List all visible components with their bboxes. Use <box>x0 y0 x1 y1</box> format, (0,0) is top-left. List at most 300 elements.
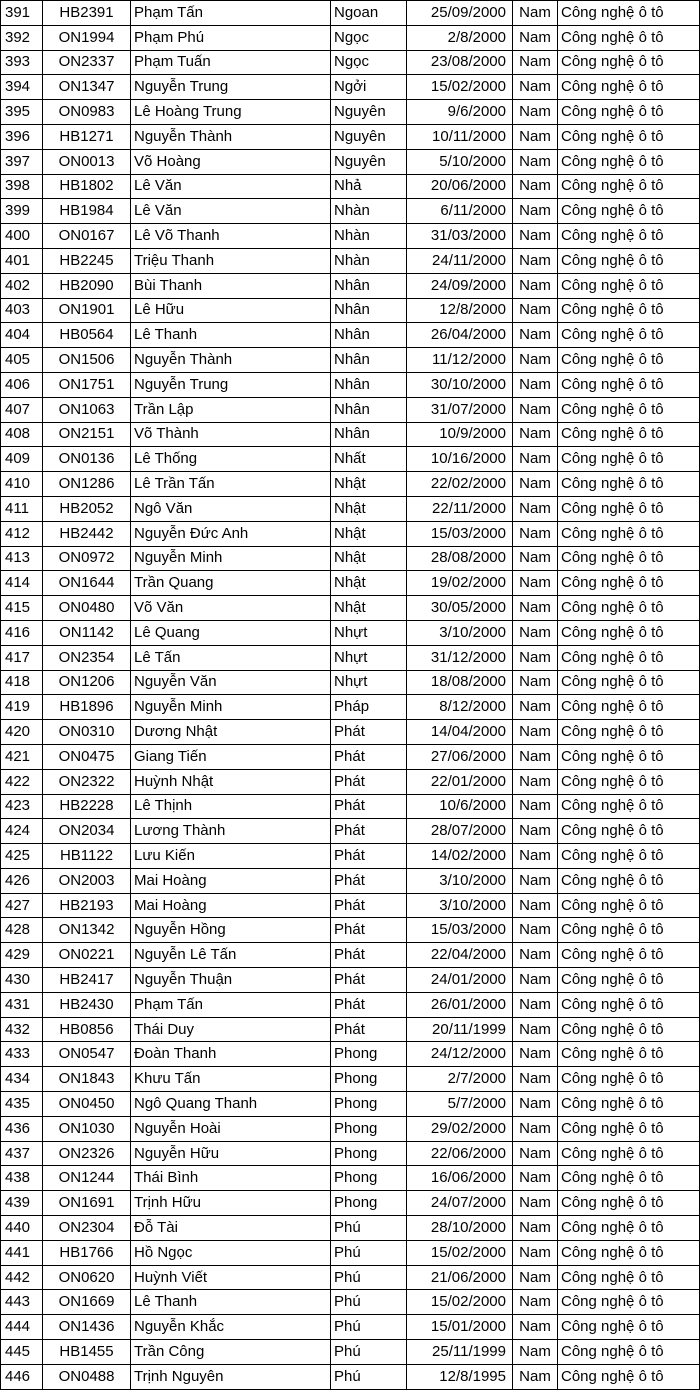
date-of-birth-cell: 14/04/2000 <box>407 720 513 745</box>
student-id-cell: ON2034 <box>43 819 131 844</box>
table-row <box>1 620 700 645</box>
student-id-cell: HB2417 <box>43 968 131 993</box>
major-cell: Công nghệ ô tô <box>558 1116 700 1141</box>
row-number-cell: 440 <box>1 1216 43 1241</box>
date-of-birth-cell: 15/02/2000 <box>407 1240 513 1265</box>
student-id-cell: ON2337 <box>43 50 131 75</box>
first-name-cell: Phát <box>331 844 407 869</box>
major-cell: Công nghệ ô tô <box>558 1265 700 1290</box>
major-cell: Công nghệ ô tô <box>558 298 700 323</box>
gender-cell: Nam <box>513 893 558 918</box>
date-of-birth-cell: 20/11/1999 <box>407 1017 513 1042</box>
first-name-cell: Nhàn <box>331 248 407 273</box>
student-id-cell: HB1455 <box>43 1340 131 1365</box>
table-row <box>1 273 700 298</box>
table-row <box>1 819 700 844</box>
date-of-birth-cell: 15/02/2000 <box>407 75 513 100</box>
major-cell: Công nghệ ô tô <box>558 769 700 794</box>
last-middle-name-cell: Nguyễn Thuận <box>131 968 331 993</box>
table-row <box>1 124 700 149</box>
student-id-cell: ON0475 <box>43 744 131 769</box>
row-number-cell: 445 <box>1 1340 43 1365</box>
table-row <box>1 521 700 546</box>
last-middle-name-cell: Hồ Ngọc <box>131 1240 331 1265</box>
gender-cell: Nam <box>513 744 558 769</box>
gender-cell: Nam <box>513 1290 558 1315</box>
table-row <box>1 1216 700 1241</box>
table-row <box>1 769 700 794</box>
gender-cell: Nam <box>513 1166 558 1191</box>
major-cell: Công nghệ ô tô <box>558 546 700 571</box>
row-number-cell: 437 <box>1 1141 43 1166</box>
table-row <box>1 496 700 521</box>
last-middle-name-cell: Lê Thanh <box>131 323 331 348</box>
row-number-cell: 422 <box>1 769 43 794</box>
last-middle-name-cell: Võ Văn <box>131 596 331 621</box>
major-cell: Công nghệ ô tô <box>558 149 700 174</box>
student-id-cell: ON0013 <box>43 149 131 174</box>
table-row <box>1 546 700 571</box>
row-number-cell: 444 <box>1 1315 43 1340</box>
major-cell: Công nghệ ô tô <box>558 124 700 149</box>
student-id-cell: ON1751 <box>43 372 131 397</box>
major-cell: Công nghệ ô tô <box>558 422 700 447</box>
major-cell: Công nghệ ô tô <box>558 844 700 869</box>
last-middle-name-cell: Nguyễn Thành <box>131 124 331 149</box>
student-id-cell: HB1896 <box>43 695 131 720</box>
gender-cell: Nam <box>513 496 558 521</box>
major-cell: Công nghệ ô tô <box>558 1017 700 1042</box>
gender-cell: Nam <box>513 992 558 1017</box>
table-row <box>1 968 700 993</box>
major-cell: Công nghệ ô tô <box>558 397 700 422</box>
first-name-cell: Phú <box>331 1364 407 1389</box>
major-cell: Công nghệ ô tô <box>558 1216 700 1241</box>
gender-cell: Nam <box>513 199 558 224</box>
student-id-cell: ON0547 <box>43 1042 131 1067</box>
major-cell: Công nghệ ô tô <box>558 521 700 546</box>
row-number-cell: 416 <box>1 620 43 645</box>
date-of-birth-cell: 22/06/2000 <box>407 1141 513 1166</box>
row-number-cell: 441 <box>1 1240 43 1265</box>
row-number-cell: 430 <box>1 968 43 993</box>
first-name-cell: Nhàn <box>331 224 407 249</box>
table-row <box>1 75 700 100</box>
row-number-cell: 405 <box>1 348 43 373</box>
gender-cell: Nam <box>513 472 558 497</box>
major-cell: Công nghệ ô tô <box>558 819 700 844</box>
row-number-cell: 403 <box>1 298 43 323</box>
last-middle-name-cell: Phạm Phú <box>131 25 331 50</box>
first-name-cell: Nhật <box>331 472 407 497</box>
date-of-birth-cell: 3/10/2000 <box>407 620 513 645</box>
row-number-cell: 419 <box>1 695 43 720</box>
row-number-cell: 438 <box>1 1166 43 1191</box>
gender-cell: Nam <box>513 1364 558 1389</box>
row-number-cell: 417 <box>1 645 43 670</box>
table-row <box>1 25 700 50</box>
student-id-cell: HB2052 <box>43 496 131 521</box>
table-row <box>1 199 700 224</box>
row-number-cell: 394 <box>1 75 43 100</box>
first-name-cell: Phong <box>331 1042 407 1067</box>
first-name-cell: Nhân <box>331 273 407 298</box>
date-of-birth-cell: 30/10/2000 <box>407 372 513 397</box>
major-cell: Công nghệ ô tô <box>558 1290 700 1315</box>
row-number-cell: 411 <box>1 496 43 521</box>
major-cell: Công nghệ ô tô <box>558 372 700 397</box>
last-middle-name-cell: Mai Hoàng <box>131 893 331 918</box>
date-of-birth-cell: 18/08/2000 <box>407 670 513 695</box>
last-middle-name-cell: Ngô Văn <box>131 496 331 521</box>
row-number-cell: 432 <box>1 1017 43 1042</box>
last-middle-name-cell: Nguyễn Minh <box>131 546 331 571</box>
major-cell: Công nghệ ô tô <box>558 1 700 26</box>
first-name-cell: Nguyên <box>331 100 407 125</box>
student-id-cell: ON0450 <box>43 1092 131 1117</box>
first-name-cell: Nhân <box>331 298 407 323</box>
date-of-birth-cell: 9/6/2000 <box>407 100 513 125</box>
student-id-cell: HB1802 <box>43 174 131 199</box>
student-id-cell: ON1669 <box>43 1290 131 1315</box>
date-of-birth-cell: 15/03/2000 <box>407 918 513 943</box>
first-name-cell: Phát <box>331 744 407 769</box>
student-id-cell: ON1063 <box>43 397 131 422</box>
student-id-cell: HB2391 <box>43 1 131 26</box>
table-row <box>1 298 700 323</box>
major-cell: Công nghệ ô tô <box>558 992 700 1017</box>
row-number-cell: 439 <box>1 1191 43 1216</box>
last-middle-name-cell: Phạm Tấn <box>131 1 331 26</box>
first-name-cell: Phát <box>331 720 407 745</box>
table-row <box>1 1067 700 1092</box>
first-name-cell: Phát <box>331 918 407 943</box>
date-of-birth-cell: 24/09/2000 <box>407 273 513 298</box>
date-of-birth-cell: 3/10/2000 <box>407 868 513 893</box>
table-row <box>1 1017 700 1042</box>
row-number-cell: 421 <box>1 744 43 769</box>
last-middle-name-cell: Phạm Tuấn <box>131 50 331 75</box>
last-middle-name-cell: Lê Thanh <box>131 1290 331 1315</box>
date-of-birth-cell: 25/09/2000 <box>407 1 513 26</box>
first-name-cell: Nhân <box>331 422 407 447</box>
table-row <box>1 447 700 472</box>
row-number-cell: 425 <box>1 844 43 869</box>
gender-cell: Nam <box>513 149 558 174</box>
first-name-cell: Nhật <box>331 496 407 521</box>
major-cell: Công nghệ ô tô <box>558 472 700 497</box>
major-cell: Công nghệ ô tô <box>558 620 700 645</box>
date-of-birth-cell: 10/9/2000 <box>407 422 513 447</box>
last-middle-name-cell: Huỳnh Nhật <box>131 769 331 794</box>
date-of-birth-cell: 15/03/2000 <box>407 521 513 546</box>
date-of-birth-cell: 19/02/2000 <box>407 571 513 596</box>
student-id-cell: ON0310 <box>43 720 131 745</box>
gender-cell: Nam <box>513 546 558 571</box>
last-middle-name-cell: Nguyễn Trung <box>131 75 331 100</box>
date-of-birth-cell: 10/11/2000 <box>407 124 513 149</box>
row-number-cell: 397 <box>1 149 43 174</box>
major-cell: Công nghệ ô tô <box>558 1315 700 1340</box>
table-row <box>1 50 700 75</box>
gender-cell: Nam <box>513 50 558 75</box>
first-name-cell: Nhân <box>331 348 407 373</box>
first-name-cell: Phát <box>331 794 407 819</box>
date-of-birth-cell: 2/8/2000 <box>407 25 513 50</box>
last-middle-name-cell: Nguyễn Khắc <box>131 1315 331 1340</box>
student-id-cell: ON1644 <box>43 571 131 596</box>
row-number-cell: 413 <box>1 546 43 571</box>
table-row <box>1 571 700 596</box>
table-row <box>1 1240 700 1265</box>
last-middle-name-cell: Đỗ Tài <box>131 1216 331 1241</box>
table-row <box>1 1166 700 1191</box>
table-row <box>1 720 700 745</box>
table-row <box>1 596 700 621</box>
first-name-cell: Phú <box>331 1340 407 1365</box>
last-middle-name-cell: Khưu Tấn <box>131 1067 331 1092</box>
student-id-cell: HB2245 <box>43 248 131 273</box>
date-of-birth-cell: 28/08/2000 <box>407 546 513 571</box>
table-row <box>1 943 700 968</box>
row-number-cell: 409 <box>1 447 43 472</box>
row-number-cell: 399 <box>1 199 43 224</box>
major-cell: Công nghệ ô tô <box>558 1166 700 1191</box>
last-middle-name-cell: Ngô Quang Thanh <box>131 1092 331 1117</box>
major-cell: Công nghệ ô tô <box>558 1092 700 1117</box>
first-name-cell: Nhật <box>331 596 407 621</box>
first-name-cell: Nguyên <box>331 149 407 174</box>
gender-cell: Nam <box>513 1216 558 1241</box>
date-of-birth-cell: 24/07/2000 <box>407 1191 513 1216</box>
date-of-birth-cell: 24/01/2000 <box>407 968 513 993</box>
last-middle-name-cell: Lê Hữu <box>131 298 331 323</box>
row-number-cell: 428 <box>1 918 43 943</box>
date-of-birth-cell: 14/02/2000 <box>407 844 513 869</box>
gender-cell: Nam <box>513 422 558 447</box>
major-cell: Công nghệ ô tô <box>558 918 700 943</box>
date-of-birth-cell: 23/08/2000 <box>407 50 513 75</box>
student-id-cell: HB0564 <box>43 323 131 348</box>
table-row <box>1 1364 700 1389</box>
row-number-cell: 402 <box>1 273 43 298</box>
major-cell: Công nghệ ô tô <box>558 1240 700 1265</box>
student-id-cell: ON2322 <box>43 769 131 794</box>
row-number-cell: 404 <box>1 323 43 348</box>
major-cell: Công nghệ ô tô <box>558 348 700 373</box>
first-name-cell: Phát <box>331 943 407 968</box>
gender-cell: Nam <box>513 571 558 596</box>
first-name-cell: Nhân <box>331 397 407 422</box>
row-number-cell: 398 <box>1 174 43 199</box>
last-middle-name-cell: Lưu Kiến <box>131 844 331 869</box>
last-middle-name-cell: Lương Thành <box>131 819 331 844</box>
major-cell: Công nghệ ô tô <box>558 248 700 273</box>
student-id-cell: ON0972 <box>43 546 131 571</box>
major-cell: Công nghệ ô tô <box>558 25 700 50</box>
major-cell: Công nghệ ô tô <box>558 794 700 819</box>
table-row <box>1 670 700 695</box>
student-id-cell: ON1691 <box>43 1191 131 1216</box>
first-name-cell: Phong <box>331 1166 407 1191</box>
gender-cell: Nam <box>513 372 558 397</box>
gender-cell: Nam <box>513 943 558 968</box>
gender-cell: Nam <box>513 124 558 149</box>
row-number-cell: 436 <box>1 1116 43 1141</box>
row-number-cell: 442 <box>1 1265 43 1290</box>
last-middle-name-cell: Lê Tấn <box>131 645 331 670</box>
student-id-cell: ON1843 <box>43 1067 131 1092</box>
table-row <box>1 1042 700 1067</box>
last-middle-name-cell: Giang Tiến <box>131 744 331 769</box>
table-row <box>1 372 700 397</box>
first-name-cell: Nhật <box>331 521 407 546</box>
gender-cell: Nam <box>513 819 558 844</box>
date-of-birth-cell: 16/06/2000 <box>407 1166 513 1191</box>
row-number-cell: 410 <box>1 472 43 497</box>
first-name-cell: Phong <box>331 1092 407 1117</box>
first-name-cell: Nhật <box>331 571 407 596</box>
last-middle-name-cell: Lê Thống <box>131 447 331 472</box>
row-number-cell: 429 <box>1 943 43 968</box>
table-row <box>1 1 700 26</box>
last-middle-name-cell: Huỳnh Viết <box>131 1265 331 1290</box>
gender-cell: Nam <box>513 447 558 472</box>
gender-cell: Nam <box>513 1315 558 1340</box>
date-of-birth-cell: 5/7/2000 <box>407 1092 513 1117</box>
student-id-cell: ON1347 <box>43 75 131 100</box>
row-number-cell: 427 <box>1 893 43 918</box>
major-cell: Công nghệ ô tô <box>558 943 700 968</box>
date-of-birth-cell: 26/04/2000 <box>407 323 513 348</box>
table-row <box>1 744 700 769</box>
student-id-cell: HB2442 <box>43 521 131 546</box>
last-middle-name-cell: Mai Hoàng <box>131 868 331 893</box>
gender-cell: Nam <box>513 348 558 373</box>
row-number-cell: 434 <box>1 1067 43 1092</box>
table-row <box>1 893 700 918</box>
last-middle-name-cell: Trần Lập <box>131 397 331 422</box>
last-middle-name-cell: Nguyễn Đức Anh <box>131 521 331 546</box>
major-cell: Công nghệ ô tô <box>558 1191 700 1216</box>
gender-cell: Nam <box>513 1042 558 1067</box>
gender-cell: Nam <box>513 224 558 249</box>
last-middle-name-cell: Lê Văn <box>131 174 331 199</box>
date-of-birth-cell: 28/10/2000 <box>407 1216 513 1241</box>
table-row <box>1 1290 700 1315</box>
date-of-birth-cell: 31/07/2000 <box>407 397 513 422</box>
last-middle-name-cell: Lê Thịnh <box>131 794 331 819</box>
student-id-cell: ON2003 <box>43 868 131 893</box>
row-number-cell: 393 <box>1 50 43 75</box>
student-id-cell: ON0620 <box>43 1265 131 1290</box>
date-of-birth-cell: 21/06/2000 <box>407 1265 513 1290</box>
major-cell: Công nghệ ô tô <box>558 1340 700 1365</box>
student-id-cell: ON1206 <box>43 670 131 695</box>
gender-cell: Nam <box>513 174 558 199</box>
major-cell: Công nghệ ô tô <box>558 50 700 75</box>
gender-cell: Nam <box>513 769 558 794</box>
gender-cell: Nam <box>513 25 558 50</box>
student-id-cell: ON2151 <box>43 422 131 447</box>
student-id-cell: HB2228 <box>43 794 131 819</box>
first-name-cell: Nhàn <box>331 199 407 224</box>
first-name-cell: Phú <box>331 1265 407 1290</box>
major-cell: Công nghệ ô tô <box>558 571 700 596</box>
first-name-cell: Ngoan <box>331 1 407 26</box>
major-cell: Công nghệ ô tô <box>558 1364 700 1389</box>
table-row <box>1 868 700 893</box>
last-middle-name-cell: Đoàn Thanh <box>131 1042 331 1067</box>
first-name-cell: Ngọc <box>331 25 407 50</box>
date-of-birth-cell: 11/12/2000 <box>407 348 513 373</box>
first-name-cell: Nhựt <box>331 670 407 695</box>
major-cell: Công nghệ ô tô <box>558 720 700 745</box>
gender-cell: Nam <box>513 1340 558 1365</box>
student-id-cell: ON0488 <box>43 1364 131 1389</box>
table-row <box>1 1340 700 1365</box>
gender-cell: Nam <box>513 868 558 893</box>
first-name-cell: Ngọc <box>331 50 407 75</box>
row-number-cell: 401 <box>1 248 43 273</box>
first-name-cell: Nhả <box>331 174 407 199</box>
last-middle-name-cell: Phạm Tấn <box>131 992 331 1017</box>
last-middle-name-cell: Lê Võ Thanh <box>131 224 331 249</box>
first-name-cell: Phong <box>331 1116 407 1141</box>
table-row <box>1 100 700 125</box>
last-middle-name-cell: Trịnh Hữu <box>131 1191 331 1216</box>
last-middle-name-cell: Nguyễn Thành <box>131 348 331 373</box>
row-number-cell: 392 <box>1 25 43 50</box>
student-id-cell: HB0856 <box>43 1017 131 1042</box>
first-name-cell: Nguyên <box>331 124 407 149</box>
major-cell: Công nghệ ô tô <box>558 75 700 100</box>
date-of-birth-cell: 29/02/2000 <box>407 1116 513 1141</box>
student-id-cell: HB1766 <box>43 1240 131 1265</box>
table-row <box>1 224 700 249</box>
table-row <box>1 422 700 447</box>
last-middle-name-cell: Võ Hoàng <box>131 149 331 174</box>
student-id-cell: ON0136 <box>43 447 131 472</box>
last-middle-name-cell: Nguyễn Hoài <box>131 1116 331 1141</box>
date-of-birth-cell: 26/01/2000 <box>407 992 513 1017</box>
gender-cell: Nam <box>513 1240 558 1265</box>
last-middle-name-cell: Trần Quang <box>131 571 331 596</box>
gender-cell: Nam <box>513 323 558 348</box>
first-name-cell: Phát <box>331 968 407 993</box>
table-row <box>1 248 700 273</box>
date-of-birth-cell: 2/7/2000 <box>407 1067 513 1092</box>
gender-cell: Nam <box>513 1191 558 1216</box>
table-row <box>1 992 700 1017</box>
date-of-birth-cell: 22/02/2000 <box>407 472 513 497</box>
date-of-birth-cell: 10/16/2000 <box>407 447 513 472</box>
last-middle-name-cell: Trần Công <box>131 1340 331 1365</box>
table-row <box>1 174 700 199</box>
row-number-cell: 412 <box>1 521 43 546</box>
student-id-cell: HB2430 <box>43 992 131 1017</box>
date-of-birth-cell: 27/06/2000 <box>407 744 513 769</box>
row-number-cell: 420 <box>1 720 43 745</box>
student-id-cell: HB1122 <box>43 844 131 869</box>
gender-cell: Nam <box>513 1017 558 1042</box>
first-name-cell: Phát <box>331 992 407 1017</box>
row-number-cell: 443 <box>1 1290 43 1315</box>
first-name-cell: Nhựt <box>331 620 407 645</box>
table-row <box>1 645 700 670</box>
last-middle-name-cell: Nguyễn Lê Tấn <box>131 943 331 968</box>
gender-cell: Nam <box>513 100 558 125</box>
